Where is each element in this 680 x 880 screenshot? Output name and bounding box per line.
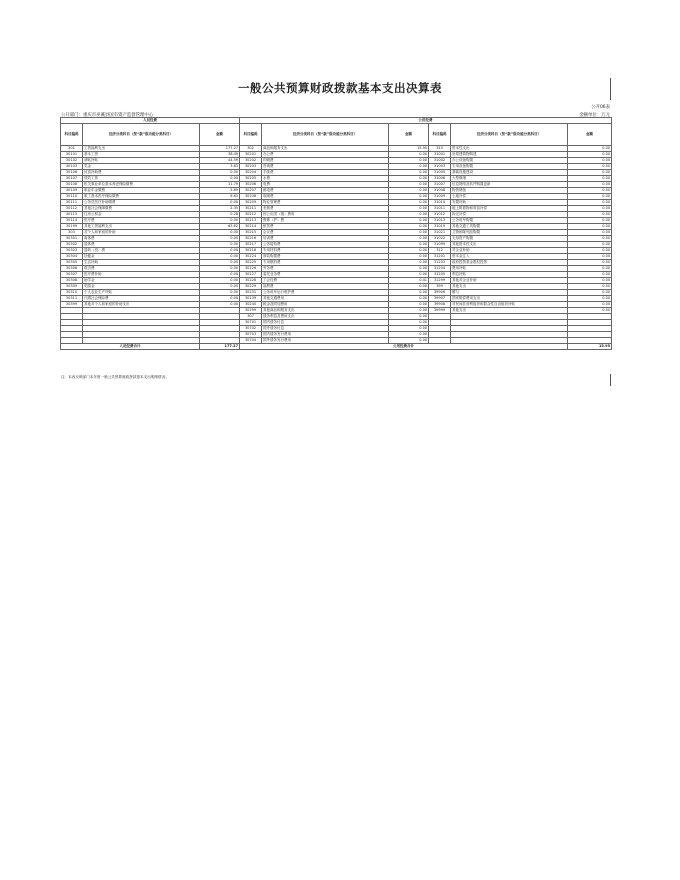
- cell-amount: 0.00: [389, 248, 429, 254]
- cell-amount: 0.00: [568, 188, 612, 194]
- cell-name: 绩效工资: [83, 176, 200, 182]
- cell-code: 30303: [61, 248, 83, 254]
- public-total-label: 公用经费合计: [240, 344, 568, 350]
- cell-name: 伙食补助费: [83, 170, 200, 176]
- cell-amount: 0.00: [568, 254, 612, 260]
- cell-amount: 0.00: [568, 242, 612, 248]
- cell-amount: 0.00: [389, 320, 429, 326]
- cell-code: 30239: [240, 296, 262, 302]
- cell-name: 公务员医疗补助缴费: [83, 200, 200, 206]
- cell-amount: 5.89: [200, 188, 240, 194]
- cell-amount: 0.00: [200, 272, 240, 278]
- cell-name: 拆迁补偿: [451, 212, 568, 218]
- cell-amount: 0.00: [568, 284, 612, 290]
- cell-amount: 15.95: [389, 146, 429, 152]
- cell-code: 307: [240, 314, 262, 320]
- cell-code: 31010: [429, 200, 451, 206]
- cell-name: 工资福利支出: [83, 146, 200, 152]
- cell-code: 31019: [429, 224, 451, 230]
- cell-code: 30211: [240, 206, 262, 212]
- cell-amount: 0.00: [568, 302, 612, 308]
- cell-code: 30199: [61, 224, 83, 230]
- cell-name: 其他对企业补助: [451, 278, 568, 284]
- cell-name: 住房公积金: [83, 212, 200, 218]
- col-code-header: 科目编码: [240, 124, 262, 146]
- cell-amount: 0.00: [389, 230, 429, 236]
- cell-code: 39906: [429, 290, 451, 296]
- cell-name: 公务接待费: [262, 242, 389, 248]
- cell-name: 国外债务发行费用: [262, 338, 389, 344]
- cell-name: 安置补助: [451, 200, 568, 206]
- cell-amount: 0.00: [200, 248, 240, 254]
- cell-amount: 0.00: [389, 206, 429, 212]
- cell-code: 30205: [240, 176, 262, 182]
- expenditure-table: [60, 117, 612, 350]
- cell-amount: 0.00: [568, 212, 612, 218]
- cell-name: 其他支出: [451, 308, 568, 314]
- cell-name: 房屋建筑物购建: [451, 152, 568, 158]
- cell-code: 30227: [240, 272, 262, 278]
- cell-name: 租赁费: [262, 224, 389, 230]
- cell-amount: 0.00: [200, 200, 240, 206]
- cell-code: 31201: [429, 254, 451, 260]
- cell-code: 302: [240, 146, 262, 152]
- cell-name: 其他交通费用: [262, 296, 389, 302]
- cell-name: 基础设施建设: [451, 170, 568, 176]
- cell-code: 31011: [429, 206, 451, 212]
- cell-amount: 0.00: [389, 308, 429, 314]
- cell-code: 31009: [429, 194, 451, 200]
- cell-amount: 0.00: [568, 176, 612, 182]
- cell-name: 赠与: [451, 290, 568, 296]
- cell-name: 印刷费: [262, 158, 389, 164]
- cell-amount: 0.00: [200, 290, 240, 296]
- cell-code: 30203: [240, 164, 262, 170]
- cell-name: 津贴补贴: [83, 158, 200, 164]
- public-total-value: 15.95: [568, 344, 612, 350]
- cell-amount: 0.00: [389, 254, 429, 260]
- cell-amount: 0.00: [389, 296, 429, 302]
- cell-amount: 0.00: [389, 332, 429, 338]
- cell-amount: 0.00: [200, 278, 240, 284]
- cell-code: 31008: [429, 188, 451, 194]
- cell-name: 商品和服务支出: [262, 146, 389, 152]
- cell-code: 30224: [240, 254, 262, 260]
- cell-code: 30703: [240, 332, 262, 338]
- cell-name: 专用材料费: [262, 248, 389, 254]
- cell-name: 其他社会保障缴费: [83, 206, 200, 212]
- cell-name: 咨询费: [262, 164, 389, 170]
- cell-code: 31099: [429, 242, 451, 248]
- cell-code: 30218: [240, 248, 262, 254]
- cell-name: 办公设备购置: [451, 158, 568, 164]
- cell-name: 代缴社会保险费: [83, 296, 200, 302]
- cell-amount: 0.00: [389, 158, 429, 164]
- cell-amount: 0.00: [568, 206, 612, 212]
- cell-amount: 0.00: [568, 278, 612, 284]
- cell-amount: 0.00: [389, 164, 429, 170]
- cell-name: 抚恤金: [83, 254, 200, 260]
- cell-amount: 0.00: [389, 314, 429, 320]
- cell-amount: 3.63: [200, 164, 240, 170]
- cell-code: 301: [61, 146, 83, 152]
- cell-code: 30106: [61, 170, 83, 176]
- cell-name: 对民间非营利组织和群众性自治组织补贴: [451, 302, 568, 308]
- cell-code: 30217: [240, 242, 262, 248]
- cell-code: 30307: [61, 272, 83, 278]
- cell-name: 劳务费: [262, 266, 389, 272]
- cell-code: 30207: [240, 188, 262, 194]
- cell-name: 公务用车购置: [451, 218, 568, 224]
- cell-code: 31203: [429, 260, 451, 266]
- cell-amount: 0.00: [568, 146, 612, 152]
- cell-code: 30215: [240, 230, 262, 236]
- cell-amount: 0.00: [568, 170, 612, 176]
- cell-code: 310: [429, 146, 451, 152]
- cell-amount: 0.00: [568, 200, 612, 206]
- cell-code: 30229: [240, 284, 262, 290]
- cell-amount: 0.00: [568, 182, 612, 188]
- cell-name: 会议费: [262, 230, 389, 236]
- cell-amount: 0.00: [200, 170, 240, 176]
- cell-code: 30107: [61, 176, 83, 182]
- cell-amount: 0.00: [568, 248, 612, 254]
- cell-name: 救济费: [83, 266, 200, 272]
- cell-name: 对企业补助: [451, 248, 568, 254]
- cell-code: 312: [429, 248, 451, 254]
- cell-name: 对个人和家庭的补助: [83, 230, 200, 236]
- cell-name: 国内债务发行费用: [262, 332, 389, 338]
- cell-code: 30310: [61, 290, 83, 296]
- cell-code: 30306: [61, 266, 83, 272]
- cell-amount: 0.00: [568, 308, 612, 314]
- cell-code: 31022: [429, 236, 451, 242]
- cell-amount: 0.00: [200, 236, 240, 242]
- cell-name: 退休费: [83, 242, 200, 248]
- cell-code: 30110: [61, 194, 83, 200]
- cell-code: 31003: [429, 164, 451, 170]
- cell-amount: 0.00: [568, 260, 612, 266]
- cell-code: 39908: [429, 302, 451, 308]
- cell-name: 委托业务费: [262, 272, 389, 278]
- cell-code: 31205: [429, 272, 451, 278]
- cell-name: 因公出国（境）费用: [262, 212, 389, 218]
- cell-name: 培训费: [262, 236, 389, 242]
- cell-name: 奖励金: [83, 284, 200, 290]
- cell-amount: 0.00: [200, 296, 240, 302]
- cell-code: 30302: [61, 242, 83, 248]
- cell-name: 个人农业生产补贴: [83, 290, 200, 296]
- cell-name: 文物和陈列品购置: [451, 230, 568, 236]
- cell-code: 31021: [429, 230, 451, 236]
- cell-code: 30208: [240, 194, 262, 200]
- page-edge-rule-bottom: [610, 374, 611, 386]
- cell-code: 30202: [240, 158, 262, 164]
- cell-name: 其他工资福利支出: [83, 224, 200, 230]
- cell-name: 办公费: [262, 152, 389, 158]
- cell-code: 30114: [61, 218, 83, 224]
- col-code-header: 科目编码: [429, 124, 451, 146]
- cell-code: 30226: [240, 266, 262, 272]
- cell-code: 30113: [61, 212, 83, 218]
- table-footnote: 注：本表反映部门本年度一般公共预算财政拨款基本支出明细情况。: [61, 375, 169, 379]
- cell-name: 无形资产购置: [451, 236, 568, 242]
- cell-amount: 0.00: [568, 218, 612, 224]
- cell-name: 水费: [262, 176, 389, 182]
- cell-amount: 0.00: [389, 236, 429, 242]
- cell-code: 30304: [61, 254, 83, 260]
- cell-amount: 0.00: [389, 194, 429, 200]
- cell-code: 30299: [240, 308, 262, 314]
- cell-code: 30240: [240, 302, 262, 308]
- totals-row: [61, 344, 612, 350]
- cell-name: 福利费: [262, 284, 389, 290]
- cell-amount: 0.41: [389, 278, 429, 284]
- cell-name: 公务用车运行维护费: [262, 290, 389, 296]
- cell-amount: 0.00: [568, 296, 612, 302]
- cell-code: 30301: [61, 236, 83, 242]
- cell-code: 30213: [240, 218, 262, 224]
- cell-amount: 0.00: [568, 158, 612, 164]
- cell-amount: 177.27: [200, 146, 240, 152]
- cell-code: 31005: [429, 170, 451, 176]
- cell-code: 30111: [61, 200, 83, 206]
- cell-name: 奖金: [83, 164, 200, 170]
- cell-amount: 0.00: [389, 338, 429, 344]
- cell-name: 被装购置费: [262, 254, 389, 260]
- cell-code: 31012: [429, 212, 451, 218]
- cell-amount: 0.00: [200, 230, 240, 236]
- cell-amount: 0.00: [389, 152, 429, 158]
- cell-code: 30702: [240, 326, 262, 332]
- cell-name: 资本性支出: [451, 146, 568, 152]
- cell-name: 职业年金缴费: [83, 188, 200, 194]
- cell-amount: 44.59: [200, 158, 240, 164]
- cell-amount: 2.35: [200, 206, 240, 212]
- col-amount-header: 金额: [389, 124, 429, 146]
- form-number: 公开06表: [591, 105, 610, 110]
- cell-name: 国内债务付息: [262, 320, 389, 326]
- cell-code: 399: [429, 284, 451, 290]
- cell-name: 其他资本性支出: [451, 242, 568, 248]
- section-public: 公用经费: [240, 118, 612, 124]
- cell-name: 生活补助: [83, 260, 200, 266]
- cell-name: 国家赔偿费用支出: [451, 296, 568, 302]
- cell-name: 工会经费: [262, 278, 389, 284]
- cell-name: 手续费: [262, 170, 389, 176]
- cell-name: 政府投资基金股权投资: [451, 260, 568, 266]
- cell-name: 税金及附加费用: [262, 302, 389, 308]
- cell-code: 31002: [429, 158, 451, 164]
- cell-name: 物资储备: [451, 188, 568, 194]
- cell-code: 30228: [240, 278, 262, 284]
- cell-name: 其他支出: [451, 284, 568, 290]
- cell-code: 31001: [429, 152, 451, 158]
- cell-amount: 0.00: [200, 284, 240, 290]
- cell-code: 30704: [240, 338, 262, 344]
- cell-code: 30101: [61, 152, 83, 158]
- cell-code: 30311: [61, 296, 83, 302]
- personnel-total-label: 人员经费合计: [61, 344, 200, 350]
- col-code-header: 科目编码: [61, 124, 83, 146]
- cell-code: 30102: [61, 158, 83, 164]
- personnel-total-value: 177.27: [200, 344, 240, 350]
- cell-name: 信息网络及软件购置更新: [451, 182, 568, 188]
- cell-code: 31007: [429, 182, 451, 188]
- cell-name: 其他商品和服务支出: [262, 308, 389, 314]
- cell-name: 专用设备购置: [451, 164, 568, 170]
- cell-amount: 0.00: [389, 260, 429, 266]
- cell-amount: 0.00: [568, 194, 612, 200]
- cell-name: 医疗费补助: [83, 272, 200, 278]
- cell-amount: 0.00: [200, 176, 240, 182]
- organization-label: 公开部门：重庆市巫溪县国有资产监督管理中心: [61, 113, 154, 118]
- cell-name: 维修（护）费: [262, 218, 389, 224]
- cell-amount: 0.00: [389, 200, 429, 206]
- cell-amount: 0.00: [200, 302, 240, 308]
- cell-code: 30201: [240, 152, 262, 158]
- cell-code: 30701: [240, 320, 262, 326]
- cell-code: 30214: [240, 224, 262, 230]
- section-personnel: 人员经费: [61, 118, 240, 124]
- cell-amount: 0.00: [200, 260, 240, 266]
- column-header-row: [61, 124, 612, 146]
- cell-code: 30108: [61, 182, 83, 188]
- cell-name: 取暖费: [262, 194, 389, 200]
- cell-amount: 0.00: [389, 290, 429, 296]
- cell-amount: 0.00: [568, 164, 612, 170]
- cell-name: 助学金: [83, 278, 200, 284]
- cell-code: 30216: [240, 236, 262, 242]
- cell-amount: 0.28: [200, 212, 240, 218]
- col-name-header: 经济分类科目（按“款”级功能分类科目）: [451, 124, 568, 146]
- cell-code: 30206: [240, 182, 262, 188]
- cell-code: 30399: [61, 302, 83, 308]
- page-title: 一般公共预算财政拨款基本支出决算表: [238, 81, 442, 95]
- cell-amount: 0.00: [389, 176, 429, 182]
- cell-name: 基本工资: [83, 152, 200, 158]
- cell-name: 机关事业单位基本养老保险缴费: [83, 182, 200, 188]
- cell-name: 职工基本医疗保险缴费: [83, 194, 200, 200]
- cell-amount: 0.00: [568, 152, 612, 158]
- cell-code: 30309: [61, 284, 83, 290]
- cell-code: 39907: [429, 296, 451, 302]
- col-amount-header: 金额: [568, 124, 612, 146]
- cell-code: 30112: [61, 206, 83, 212]
- cell-amount: 0.00: [389, 182, 429, 188]
- cell-name: 退职（役）费: [83, 248, 200, 254]
- cell-amount: 0.00: [389, 224, 429, 230]
- cell-amount: 63.62: [200, 224, 240, 230]
- cell-name: 专用燃料费: [262, 260, 389, 266]
- cell-amount: 0.00: [200, 242, 240, 248]
- cell-name: 大型修缮: [451, 176, 568, 182]
- cell-code: 30305: [61, 260, 83, 266]
- cell-amount: 0.00: [568, 230, 612, 236]
- cell-amount: 0.00: [389, 302, 429, 308]
- cell-code: 31299: [429, 278, 451, 284]
- cell-amount: 0.00: [389, 242, 429, 248]
- cell-amount: 0.00: [389, 218, 429, 224]
- cell-amount: 11.79: [200, 182, 240, 188]
- cell-amount: 0.00: [568, 236, 612, 242]
- cell-code: 30212: [240, 212, 262, 218]
- cell-code: 31204: [429, 266, 451, 272]
- cell-amount: 0.00: [200, 218, 240, 224]
- cell-name: 邮电费: [262, 188, 389, 194]
- cell-amount: 0.00: [568, 224, 612, 230]
- cell-code: 39999: [429, 308, 451, 314]
- cell-amount: 0.00: [568, 290, 612, 296]
- cell-code: 30103: [61, 164, 83, 170]
- cell-name: 电费: [262, 182, 389, 188]
- cell-code: 30225: [240, 260, 262, 266]
- cell-name: 其他对个人和家庭的补助支出: [83, 302, 200, 308]
- cell-code: 31013: [429, 218, 451, 224]
- cell-amount: 0.00: [389, 326, 429, 332]
- cell-amount: 0.00: [200, 254, 240, 260]
- cell-name: 物业管理费: [262, 200, 389, 206]
- cell-name: 离休费: [83, 236, 200, 242]
- cell-amount: 0.00: [200, 266, 240, 272]
- cell-code: 303: [61, 230, 83, 236]
- col-name-header: 经济分类科目（按“款”级功能分类科目）: [83, 124, 200, 146]
- cell-name: 土地补偿: [451, 194, 568, 200]
- cell-name: 费用补贴: [451, 266, 568, 272]
- cell-code: 30204: [240, 170, 262, 176]
- cell-amount: 0.00: [389, 266, 429, 272]
- cell-name: 资本金注入: [451, 254, 568, 260]
- cell-amount: 0.00: [389, 284, 429, 290]
- cell-name: 国外债务付息: [262, 326, 389, 332]
- cell-amount: 6.63: [200, 194, 240, 200]
- unit-label: 金额单位：万元: [579, 113, 610, 118]
- cell-name: 地上附着物和青苗补偿: [451, 206, 568, 212]
- cell-name: 债务利息及费用支出: [262, 314, 389, 320]
- cell-amount: 0.00: [389, 170, 429, 176]
- cell-code: 30109: [61, 188, 83, 194]
- cell-code: 30231: [240, 290, 262, 296]
- cell-code: 31006: [429, 176, 451, 182]
- cell-name: 利息补贴: [451, 272, 568, 278]
- col-amount-header: 金额: [200, 124, 240, 146]
- cell-amount: 0.00: [389, 212, 429, 218]
- cell-amount: 38.49: [200, 152, 240, 158]
- cell-name: 医疗费: [83, 218, 200, 224]
- cell-code: 30209: [240, 200, 262, 206]
- cell-code: 30308: [61, 278, 83, 284]
- cell-amount: 0.00: [568, 266, 612, 272]
- cell-name: 差旅费: [262, 206, 389, 212]
- cell-amount: 0.00: [568, 272, 612, 278]
- col-name-header: 经济分类科目（按“款”级功能分类科目）: [262, 124, 389, 146]
- cell-amount: 0.00: [389, 272, 429, 278]
- cell-name: 其他交通工具购置: [451, 224, 568, 230]
- cell-amount: 0.00: [389, 188, 429, 194]
